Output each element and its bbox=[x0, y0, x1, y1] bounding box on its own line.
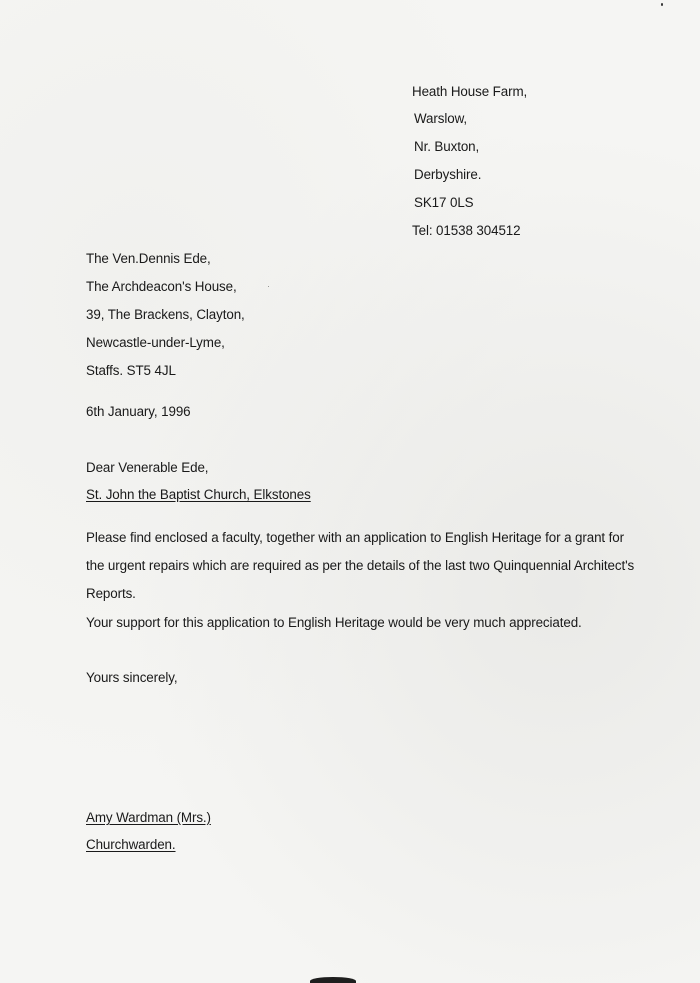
subject-line: St. John the Baptist Church, Elkstones bbox=[86, 487, 311, 502]
recipient-address-line-4: Newcastle-under-Lyme, bbox=[86, 335, 225, 350]
scan-speck bbox=[661, 3, 663, 6]
signatory-title: Churchwarden. bbox=[86, 837, 176, 852]
signatory-name: Amy Wardman (Mrs.) bbox=[86, 810, 211, 825]
sender-address-line-1: Heath House Farm, bbox=[412, 84, 528, 99]
sender-address-line-4: Derbyshire. bbox=[414, 167, 482, 182]
sender-phone: Tel: 01538 304512 bbox=[412, 223, 521, 238]
body-line-4: Your support for this application to English Heritage would be very much appreciated. bbox=[86, 615, 582, 630]
recipient-address-line-1: The Ven.Dennis Ede, bbox=[86, 251, 211, 266]
sender-address-line-5: SK17 0LS bbox=[414, 195, 474, 210]
scan-edge-mark bbox=[310, 977, 356, 983]
scan-speck bbox=[268, 286, 269, 287]
salutation: Dear Venerable Ede, bbox=[86, 460, 209, 475]
recipient-address-line-5: Staffs. ST5 4JL bbox=[86, 363, 176, 378]
letter-date: 6th January, 1996 bbox=[86, 404, 191, 419]
recipient-address-line-2: The Archdeacon's House, bbox=[86, 279, 237, 294]
body-line-2: the urgent repairs which are required as per the details of the last two Quinquennial Architect's bbox=[86, 558, 635, 573]
recipient-address-line-3: 39, The Brackens, Clayton, bbox=[86, 307, 245, 322]
body-line-1: Please find enclosed a faculty, together with an application to English Heritage for a grant for bbox=[86, 530, 625, 545]
sender-address-line-2: Warslow, bbox=[414, 111, 468, 126]
body-line-3: Reports. bbox=[86, 586, 136, 601]
closing: Yours sincerely, bbox=[86, 670, 178, 685]
sender-address-line-3: Nr. Buxton, bbox=[414, 139, 480, 154]
